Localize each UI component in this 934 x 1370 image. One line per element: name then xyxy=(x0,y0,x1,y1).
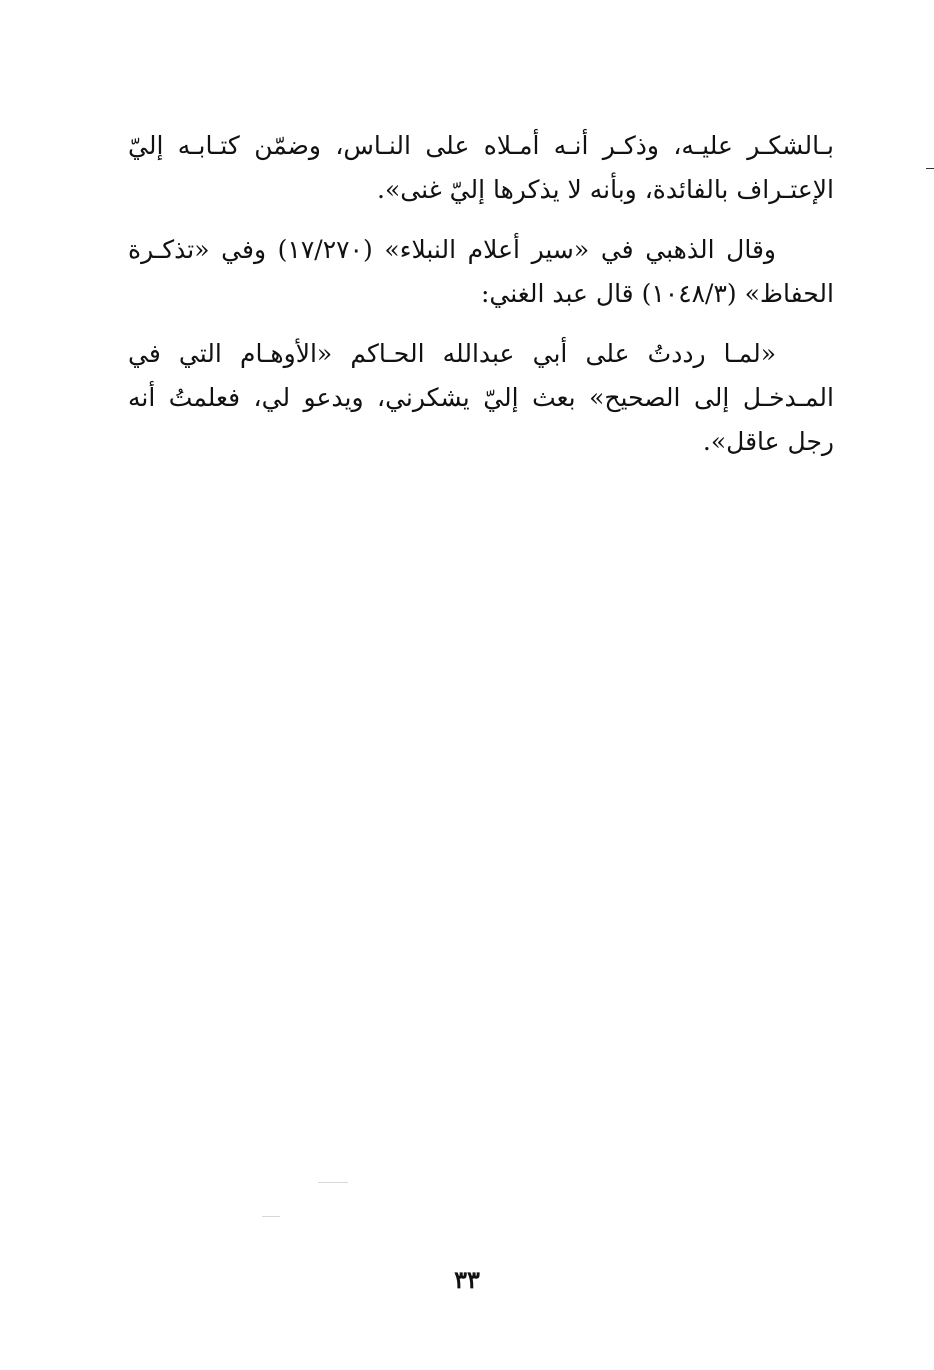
scan-speck xyxy=(262,1216,280,1217)
scan-speck xyxy=(318,1182,348,1183)
paragraph-abdulghani-quote: «لمـا رددتُ على أبي عبدالله الحـاكم «الأوهـام التي في المـدخـل إلى الصحيح» بعث إليّ يشكرني، ويدعو لي، فعلمتُ أنه رجل عاقل». xyxy=(128,339,834,456)
scan-edge-mark xyxy=(926,168,934,169)
paragraph-continuation: بـالشكـر عليـه، وذكـر أنـه أمـلاه على النـاس، وضمّن كتـابـه إليّ الإعتـراف بالفائدة، وبأنه لا يذكرها إليّ غنى». xyxy=(128,131,834,204)
page-number: ٣٣ xyxy=(454,1265,480,1294)
paragraph-dhahabi-quote: وقال الذهبي في «سير أعلام النبلاء» (١٧/٢٧٠) وفي «تذكـرة الحفاظ» (١٠٤٨/٣) قال عبد الغني: xyxy=(128,235,834,308)
